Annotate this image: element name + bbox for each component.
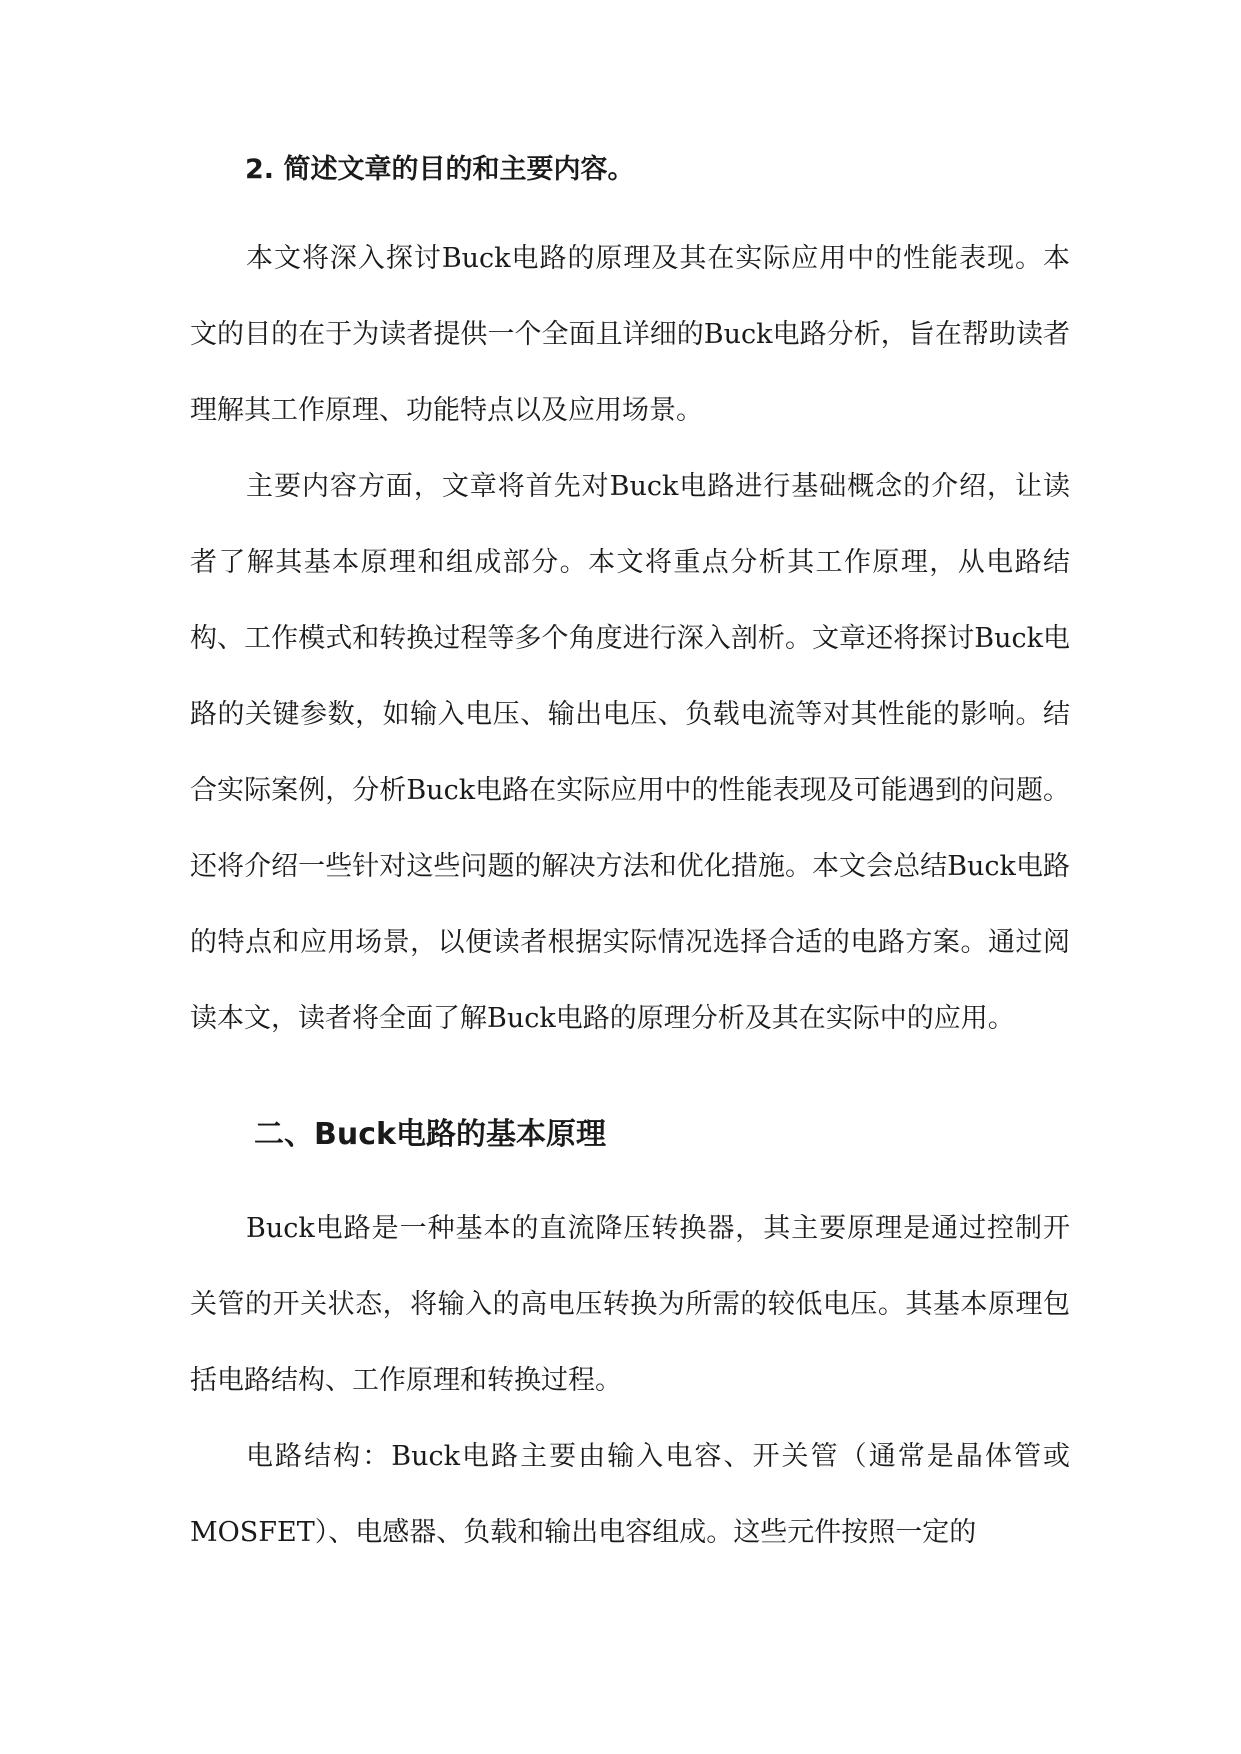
document-body — [190, 145, 1070, 1571]
section-heading: 二、Buck电路的基本原理 — [254, 1117, 606, 1152]
paragraph-main-content: 主要内容方面，文章将首先对Buck电路进行基础概念的介绍，让读者了解其基本原理和组成部分。本文将重点分析其工作原理，从电路结构、工作模式和转换过程等多个角度进行深入剖析。文章还将探讨Buck电路的关键参数，如输入电压、输出电压、负载电流等对其性能的影响。结合实际案例，分析Buck电路在实际应用中的性能表现及可能遇到的问题。还将介绍一些针对这些问题的解决方法和优化措施。本文会总结Buck电路的特点和应用场景，以便读者根据实际情况选择合适的电路方案。通过阅读本文，读者将全面了解Buck电路的原理分析及其在实际中的应用。 — [190, 471, 1070, 1034]
paragraph-circuit-structure: 电路结构：Buck电路主要由输入电容、开关管（通常是晶体管或MOSFET）、电感器、负载和输出电容组成。这些元件按照一定的 — [190, 1441, 1070, 1548]
subheading: 2. 简述文章的目的和主要内容。 — [245, 154, 635, 185]
paragraph-buck-intro: Buck电路是一种基本的直流降压转换器，其主要原理是通过控制开关管的开关状态，将输入的高电压转换为所需的较低电压。其基本原理包括电路结构、工作原理和转换过程。 — [190, 1213, 1070, 1396]
paragraph-purpose: 本文将深入探讨Buck电路的原理及其在实际应用中的性能表现。本文的目的在于为读者提供一个全面且详细的Buck电路分析，旨在帮助读者理解其工作原理、功能特点以及应用场景。 — [190, 243, 1070, 426]
